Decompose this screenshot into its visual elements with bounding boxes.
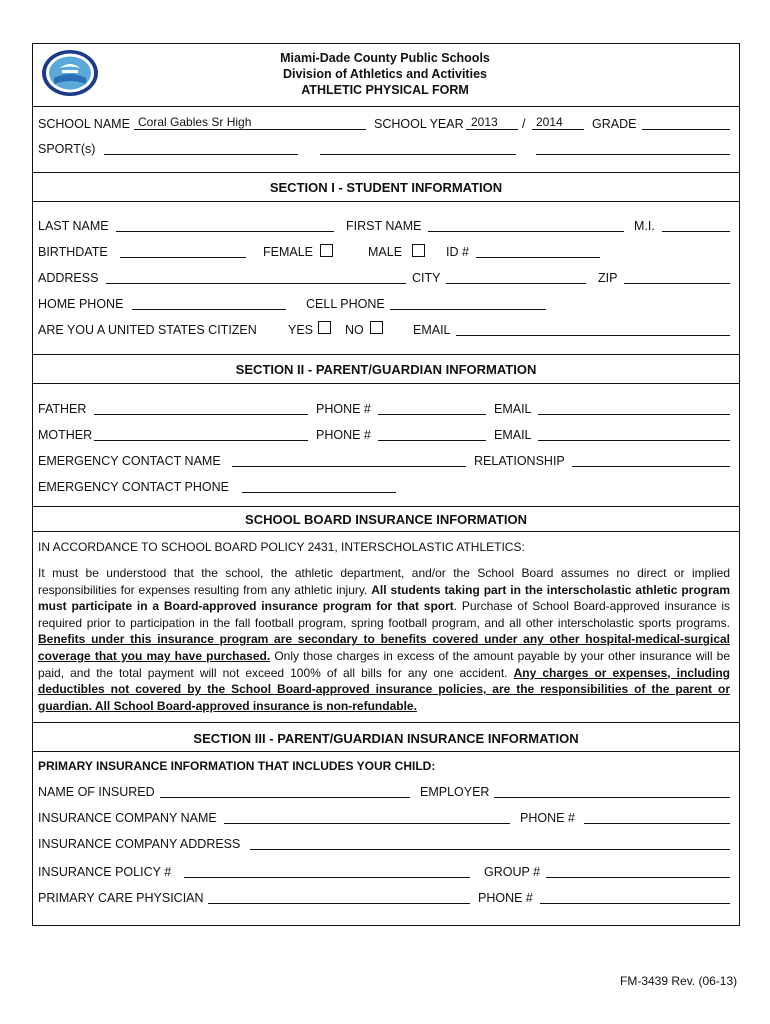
male-checkbox[interactable] [412,244,425,257]
grade-field[interactable] [642,129,730,130]
emergency-phone-field[interactable] [242,492,396,493]
insurance-text-1: It must be understood that the school, the athletic department, and/or the School Board assumes no direct or implied responsibilities for expenses resulting from any athletic injury. [38,566,730,597]
year-start-field[interactable] [466,129,518,130]
address-field[interactable] [106,283,406,284]
father-email-field[interactable] [538,414,730,415]
company-name-label: INSURANCE COMPANY NAME [38,811,217,825]
student-id-field[interactable] [476,257,600,258]
year-end-field[interactable] [532,129,584,130]
sport-field-1[interactable] [104,154,298,155]
insurance-header [32,506,740,532]
insurance-title: SCHOOL BOARD INSURANCE INFORMATION [245,512,527,527]
student-email-field[interactable] [456,335,730,336]
father-label: FATHER [38,402,87,416]
year-separator: / [522,117,526,131]
employer-field[interactable] [494,797,730,798]
section3-header [32,722,740,752]
mother-field[interactable] [94,440,308,441]
form-revision: FM-3439 Rev. (06-13) [620,974,738,988]
city-field[interactable] [446,283,586,284]
address-label: ADDRESS [38,271,99,285]
insurance-text-3: Only those charges in excess of the amount payable by your other insurance will be paid, and the total payment will not exceed 100% of all bills for any one accident. [38,648,730,680]
insurance-text-3-bold: Any charges or expenses, including deductibles not covered by the School Board-approved insurance policies, are the responsibilities of the parent or guardian. All School Board-approved insurance is non-refundable. [38,665,730,713]
mother-phone-label: PHONE # [316,428,371,442]
policy-reference: IN ACCORDANCE TO SCHOOL BOARD POLICY 2431, INTERSCHOLASTIC ATHLETICS: [38,540,525,554]
student-email-label: EMAIL [413,323,451,337]
policy-number-field[interactable] [184,877,470,878]
zip-field[interactable] [624,283,730,284]
section3-title: SECTION III - PARENT/GUARDIAN INSURANCE INFORMATION [193,731,579,746]
sport-field-2[interactable] [320,154,516,155]
emergency-name-field[interactable] [232,466,466,467]
section2-header [32,354,740,384]
female-label: FEMALE [263,245,314,259]
company-name-field[interactable] [224,823,510,824]
insurance-text-2-bold: Benefits under this insurance program are secondary to benefits covered under any other hospital-medical-surgical coverage that you may have purchased. [38,632,730,663]
year-start-value: 2013 [471,115,498,129]
mother-label: MOTHER [38,428,93,442]
father-phone-field[interactable] [378,414,486,415]
father-email-label: EMAIL [494,402,532,416]
citizen-yes-label: YES [288,323,314,337]
citizen-yes-checkbox[interactable] [318,321,331,334]
middle-initial-label: M.I. [634,219,655,233]
school-year-label: SCHOOL YEAR [374,117,464,131]
policy-number-label: INSURANCE POLICY # [38,865,172,879]
home-phone-field[interactable] [132,309,286,310]
zip-label: ZIP [598,271,618,285]
year-end-value: 2014 [536,115,563,129]
birthdate-label: BIRTHDATE [38,245,108,259]
insurance-text-2: . Purchase of School Board-approved insurance is required prior to participation in the fall football program, spring football program, and all other interscholastic sports programs. [38,599,730,630]
father-phone-label: PHONE # [316,402,371,416]
first-name-label: FIRST NAME [346,219,422,233]
mother-phone-field[interactable] [378,440,486,441]
insured-name-field[interactable] [160,797,410,798]
company-address-field[interactable] [250,849,730,850]
company-phone-label: PHONE # [520,811,575,825]
school-name-value: Coral Gables Sr High [138,115,252,129]
employer-label: EMPLOYER [420,785,490,799]
header-title [0,50,770,98]
section1-title: SECTION I - STUDENT INFORMATION [269,180,503,195]
sport-field-3[interactable] [536,154,730,155]
mother-email-field[interactable] [538,440,730,441]
section2-title: SECTION II - PARENT/GUARDIAN INFORMATION [235,362,537,377]
citizen-no-checkbox[interactable] [370,321,383,334]
last-name-field[interactable] [116,231,334,232]
city-label: CITY [412,271,441,285]
mother-email-label: EMAIL [494,428,532,442]
cell-phone-label: CELL PHONE [306,297,385,311]
header-divider [32,106,740,107]
last-name-label: LAST NAME [38,219,109,233]
physician-field[interactable] [208,903,470,904]
emergency-name-label: EMERGENCY CONTACT NAME [38,454,221,468]
insured-name-label: NAME OF INSURED [38,785,155,799]
school-name-label: SCHOOL NAME [38,117,130,131]
form-title: ATHLETIC PHYSICAL FORM [301,83,469,97]
student-id-label: ID # [446,245,469,259]
citizen-label: ARE YOU A UNITED STATES CITIZEN [38,323,257,337]
middle-initial-field[interactable] [662,231,730,232]
male-label: MALE [368,245,403,259]
company-phone-field[interactable] [584,823,730,824]
physician-label: PRIMARY CARE PHYSICIAN [38,891,204,905]
primary-insurance-heading: PRIMARY INSURANCE INFORMATION THAT INCLUDES YOUR CHILD: [38,759,436,773]
citizen-no-label: NO [345,323,364,337]
relationship-label: RELATIONSHIP [474,454,565,468]
division-name: Division of Athletics and Activities [283,67,487,81]
cell-phone-field[interactable] [390,309,546,310]
school-name-field[interactable] [134,129,366,130]
group-number-label: GROUP # [484,865,541,879]
sports-label: SPORT(s) [38,142,96,156]
birthdate-field[interactable] [120,257,246,258]
insurance-paragraph [38,565,730,714]
district-name: Miami-Dade County Public Schools [280,51,490,65]
physician-phone-label: PHONE # [478,891,533,905]
female-checkbox[interactable] [320,244,333,257]
emergency-phone-label: EMERGENCY CONTACT PHONE [38,480,229,494]
section1-header [32,172,740,202]
company-address-label: INSURANCE COMPANY ADDRESS [38,837,241,851]
grade-label: GRADE [592,117,637,131]
group-number-field[interactable] [546,877,730,878]
insurance-text-1-bold: All students taking part in the interscholastic athletic program must participate in a Board-approved insurance program for that sport [38,582,730,614]
father-field[interactable] [94,414,308,415]
home-phone-label: HOME PHONE [38,297,124,311]
first-name-field[interactable] [428,231,624,232]
physician-phone-field[interactable] [540,903,730,904]
relationship-field[interactable] [572,466,730,467]
